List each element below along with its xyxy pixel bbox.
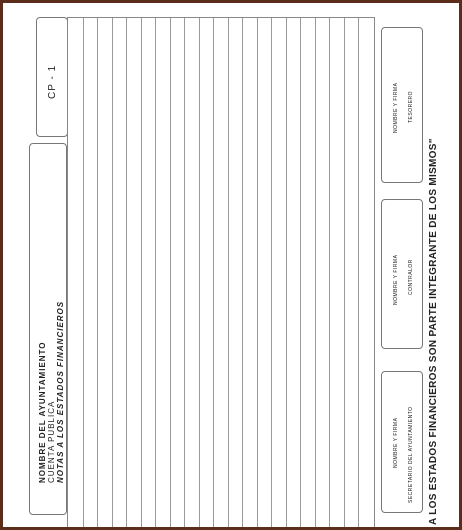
ruled-line	[344, 18, 345, 527]
signature-box-secretario	[381, 371, 423, 513]
form-code: CP - 1	[47, 64, 58, 99]
header-subtitle: CUENTA PUBLICA	[47, 400, 56, 483]
ruled-line	[97, 18, 98, 527]
ruled-line	[228, 18, 229, 527]
header-notes-title: NOTAS A LOS ESTADOS FINANCIEROS	[56, 300, 65, 483]
signature-box-tesorero	[381, 27, 423, 183]
signature-name-label-secretario: NOMBRE Y FIRMA	[393, 417, 399, 468]
ruled-line	[184, 18, 185, 527]
ruled-line	[300, 18, 301, 527]
ruled-line	[242, 18, 243, 527]
signature-role-contralor: CONTRALOR	[408, 259, 414, 295]
ruled-line	[141, 18, 142, 527]
ruled-line	[271, 18, 272, 527]
ruled-line	[286, 18, 287, 527]
ruled-line	[112, 18, 113, 527]
ruled-line	[126, 18, 127, 527]
signature-box-contralor	[381, 199, 423, 349]
signature-role-secretario: SECRETARIO DEL AYUNTAMIENTO	[408, 406, 414, 503]
ruled-line	[257, 18, 258, 527]
ruled-line	[83, 18, 84, 527]
notes-lined-area	[67, 17, 375, 527]
ruled-line	[315, 18, 316, 527]
ruled-line	[358, 18, 359, 527]
footer-statement: A LOS ESTADOS FINANCIEROS SON PARTE INTEGRANTE DE LOS MISMOS"	[428, 138, 439, 525]
ruled-line	[199, 18, 200, 527]
header-title: NOMBRE DEL AYUNTAMIENTO	[38, 341, 47, 483]
ruled-line	[155, 18, 156, 527]
document-page	[3, 3, 459, 527]
signature-role-tesorero: TESORERO	[408, 90, 414, 123]
ruled-line	[170, 18, 171, 527]
ruled-line	[329, 18, 330, 527]
ruled-line	[213, 18, 214, 527]
signature-name-label-tesorero: NOMBRE Y FIRMA	[393, 82, 399, 133]
signature-name-label-contralor: NOMBRE Y FIRMA	[393, 254, 399, 305]
